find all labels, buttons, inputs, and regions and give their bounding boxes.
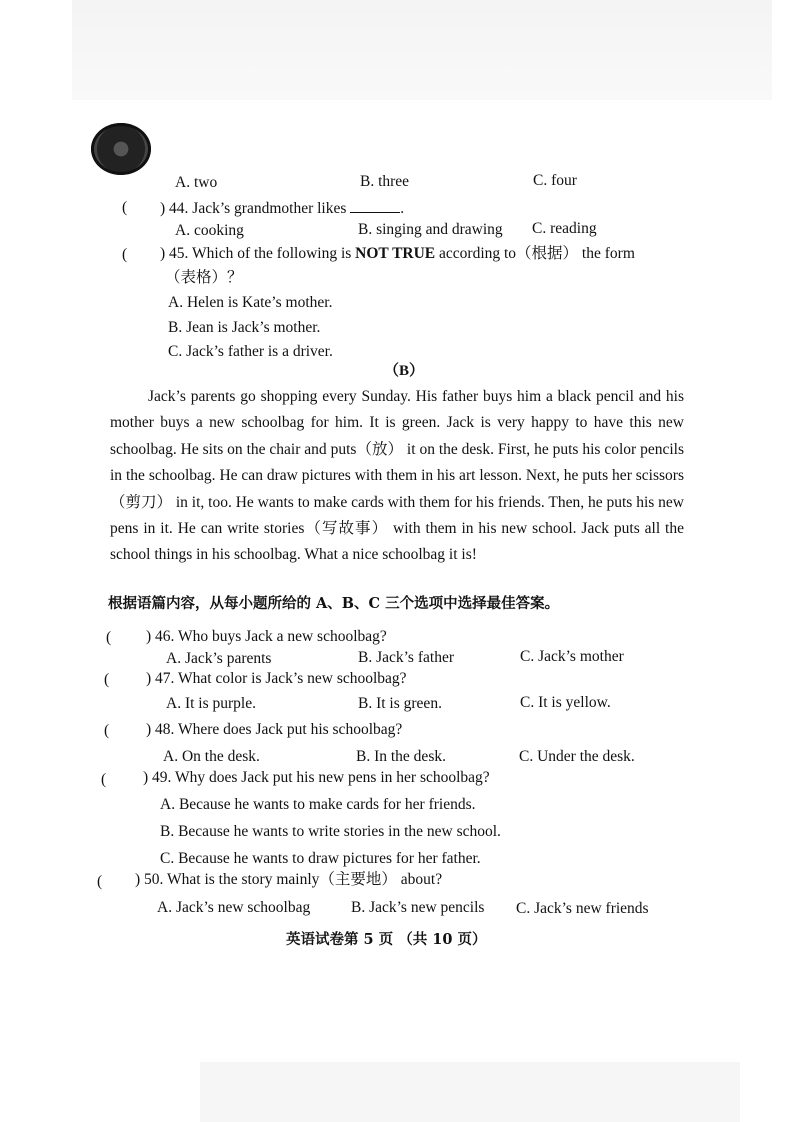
q49-answer-paren: ( bbox=[101, 771, 107, 788]
scan-shadow-bottom bbox=[200, 1062, 740, 1122]
q45-question bbox=[160, 244, 635, 264]
stamp-icon bbox=[91, 123, 151, 175]
q48-option-a: A. On the desk. bbox=[163, 748, 260, 765]
q50-question: ) 50. What is the story mainly（主要地） about? bbox=[135, 871, 443, 888]
q50-option-c: C. Jack’s new friends bbox=[516, 900, 649, 917]
passage: Jack’s parents go shopping every Sunday. His father buys him a black pencil and his mother buys a new schoolbag for him. It is green. Jack is very happy to have this new schoolbag. He sits on the chair and puts（放） it on the desk. First, he puts his color pencils in the schoolbag. He can draw pictures with them in his art lesson. Next, he puts her scissors（剪刀） in it, too. He wants to make cards with them for his friends. Then, he puts his new pens in it. He can write stories（写故事） with them in his new school. Jack puts all the school things in his schoolbag. What a nice schoolbag it is! bbox=[110, 388, 684, 564]
q45-option-b: B. Jean is Jack’s mother. bbox=[168, 319, 321, 336]
q47-answer-paren: ( bbox=[104, 671, 110, 688]
q43-option-b: B. three bbox=[360, 173, 410, 190]
q49-question: ) 49. Why does Jack put his new pens in her schoolbag? bbox=[143, 769, 490, 786]
q44-option-c: C. reading bbox=[532, 220, 597, 237]
q46-option-c: C. Jack’s mother bbox=[520, 648, 624, 665]
q48-answer-paren: ( bbox=[104, 722, 110, 739]
q46-option-a: A. Jack’s parents bbox=[166, 650, 272, 667]
q45-answer-paren: ( bbox=[122, 246, 128, 263]
q44-answer-paren: ( bbox=[122, 199, 128, 216]
q48-option-c: C. Under the desk. bbox=[519, 748, 635, 765]
q45-emphasis: NOT TRUE bbox=[355, 245, 436, 262]
section-title: （B） bbox=[384, 363, 425, 379]
q45-option-a: A. Helen is Kate’s mother. bbox=[168, 294, 333, 311]
q46-option-b: B. Jack’s father bbox=[358, 649, 454, 666]
q49-option-c: C. Because he wants to draw pictures for her father. bbox=[160, 850, 481, 867]
q47-option-a: A. It is purple. bbox=[166, 695, 256, 712]
scan-shadow-top bbox=[72, 0, 772, 100]
q44-end: . bbox=[400, 200, 405, 217]
instructions: 根据语篇内容，从每小题所给的 A、B、C 三个选项中选择最佳答案。 bbox=[108, 595, 560, 612]
page-footer: 英语试卷第 5 页 （共 10 页） bbox=[286, 931, 487, 948]
q45-stem: ) 45. Which of the following is bbox=[160, 245, 352, 262]
q50-option-a: A. Jack’s new schoolbag bbox=[157, 899, 311, 916]
q48-question: ) 48. Where does Jack put his schoolbag? bbox=[146, 721, 403, 738]
q44-question bbox=[160, 198, 404, 219]
q47-option-b: B. It is green. bbox=[358, 695, 442, 712]
q44-blank bbox=[350, 198, 400, 213]
q47-question: ) 47. What color is Jack’s new schoolbag? bbox=[146, 670, 407, 687]
q45-stem-2: according to（根据） the form bbox=[439, 245, 635, 262]
q50-option-b: B. Jack’s new pencils bbox=[351, 899, 485, 916]
q44-option-a: A. cooking bbox=[175, 222, 244, 239]
q46-question: ) 46. Who buys Jack a new schoolbag? bbox=[146, 628, 387, 645]
q48-option-b: B. In the desk. bbox=[356, 748, 446, 765]
q49-option-b: B. Because he wants to write stories in the new school. bbox=[160, 823, 501, 840]
q43-option-c: C. four bbox=[533, 172, 577, 189]
q49-option-a: A. Because he wants to make cards for her friends. bbox=[160, 796, 476, 813]
q45-line-2: （表格）？ bbox=[165, 269, 243, 286]
q43-option-a: A. two bbox=[175, 174, 218, 191]
q44-option-b: B. singing and drawing bbox=[358, 221, 503, 238]
q50-answer-paren: ( bbox=[97, 873, 103, 890]
q47-option-c: C. It is yellow. bbox=[520, 694, 611, 711]
q46-answer-paren: ( bbox=[106, 629, 112, 646]
q45-option-c: C. Jack’s father is a driver. bbox=[168, 343, 333, 360]
q44-stem: ) 44. Jack’s grandmother likes bbox=[160, 200, 347, 217]
